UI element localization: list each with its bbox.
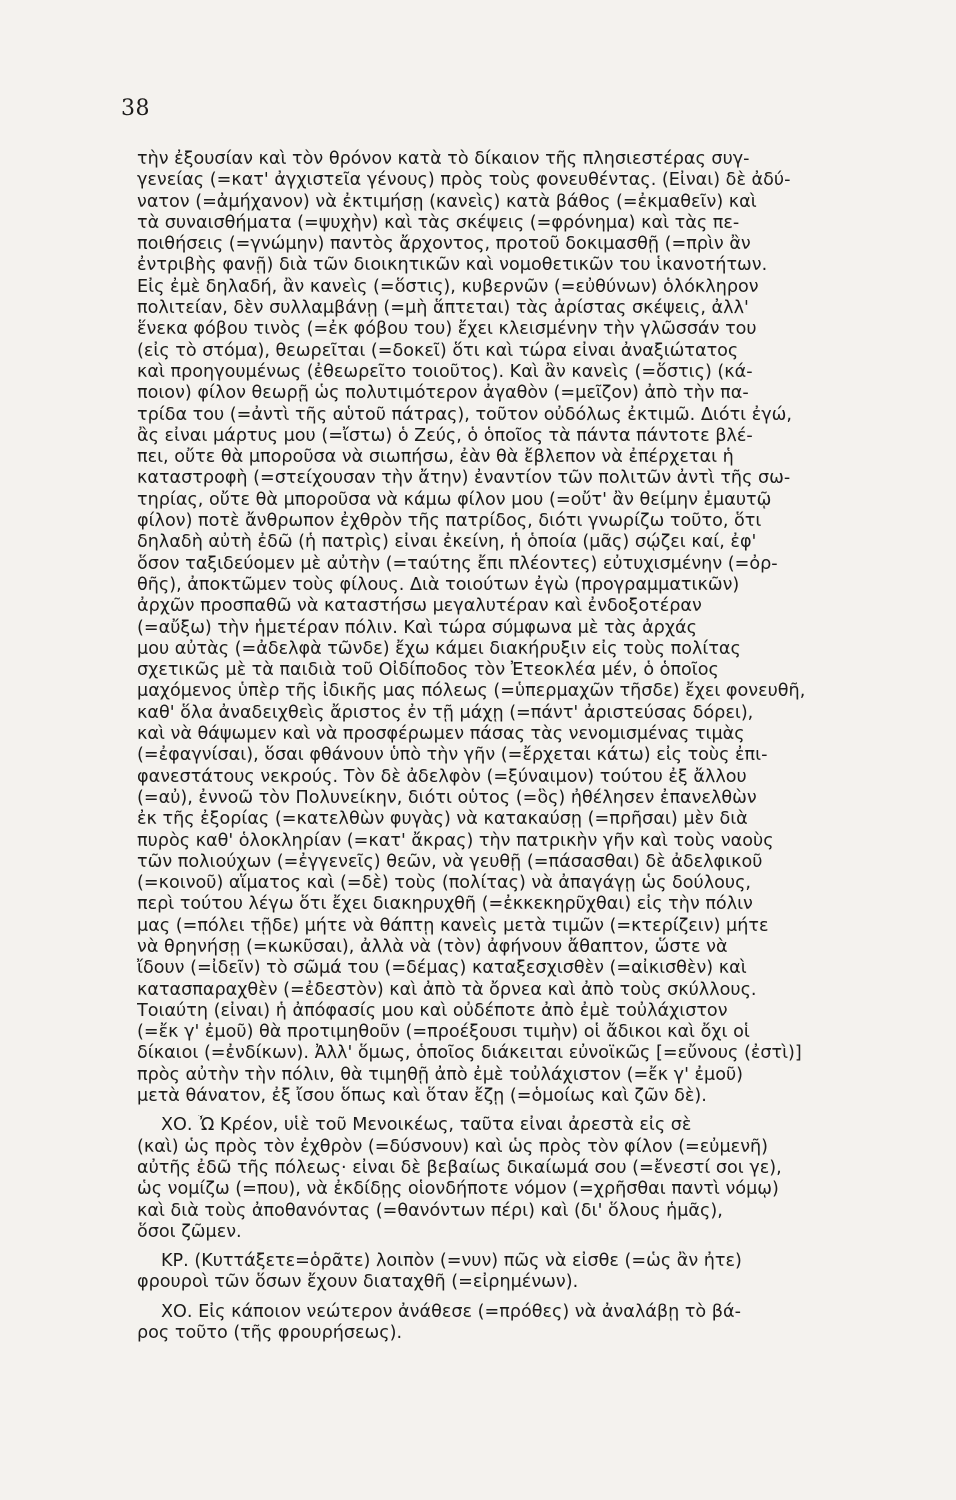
paragraph-gap	[137, 1294, 833, 1302]
text-line: ἂς εἶναι μάρτυς μου (=ἴστω) ὁ Ζεύς, ὁ ὁποῖος τὰ πάντα πάντοτε βλέ-	[137, 425, 753, 446]
text-line: ἀρχῶν προσπαθῶ νὰ καταστήσω μεγαλυτέραν καὶ ἐνδοξοτέραν	[137, 596, 702, 617]
text-line: ὅσοι ζῶμεν.	[137, 1221, 242, 1242]
text-line: κατασπαραχθὲν (=ἐδεστὸν) καὶ ἀπὸ τὰ ὄρνεα καὶ ἀπὸ τοὺς σκύλλους.	[137, 979, 757, 1000]
text-line: ΧΟ. Ὦ Κρέον, υἱὲ τοῦ Μενοικέως, ταῦτα εἶναι ἀρεστὰ εἰς σὲ	[161, 1115, 692, 1136]
text-line: καὶ διὰ τοὺς ἀποθανόντας (=θανόντων πέρι) καὶ (δι' ὅλους ἡμᾶς),	[137, 1200, 723, 1221]
text-line: πρὸς αὐτὴν τὴν πόλιν, θὰ τιμηθῇ ἀπὸ ἐμὲ τοὐλάχιστον (=ἔκ γ' ἐμοῦ)	[137, 1064, 744, 1085]
text-line: πει, οὔτε θὰ μποροῦσα νὰ σιωπήσω, ἐὰν θὰ ἔβλεπον νὰ ἐπέρχεται ἡ	[137, 447, 734, 468]
text-line: θῆς), ἀποκτῶμεν τοὺς φίλους. Διὰ τοιούτων ἐγὼ (προγραμματικῶν)	[137, 574, 740, 595]
text-line: πυρὸς καθ' ὁλοκληρίαν (=κατ' ἄκρας) τὴν πατρικὴν γῆν καὶ τοὺς ναοὺς	[137, 830, 774, 851]
text-line: (=ἔκ γ' ἐμοῦ) θὰ προτιμηθοῦν (=προέξουσι τιμὴν) οἱ ἄδικοι καὶ ὄχι οἱ	[137, 1022, 750, 1043]
text-line: φίλον) ποτὲ ἄνθρωπον ἐχθρὸν τῆς πατρίδος, διότι γνωρίζω τοῦτο, ὅτι	[137, 511, 762, 532]
text-line: τρίδα του (=ἀντὶ τῆς αὑτοῦ πάτρας), τοῦτον οὐδόλως ἐκτιμῶ. Διότι ἐγώ,	[137, 404, 792, 425]
text-line: ἐντριβὴς φανῇ) διὰ τῶν διοικητικῶν καὶ νομοθετικῶν του ἱκανοτήτων.	[137, 255, 768, 276]
text-line: τὴν ἐξουσίαν καὶ τὸν θρόνον κατὰ τὸ δίκαιον τῆς πλησιεστέρας συγ-	[137, 149, 750, 169]
paragraph	[137, 1115, 833, 1243]
text-line: τὰ συναισθήματα (=ψυχὴν) καὶ τὰς σκέψεις (=φρόνημα) καὶ τὰς πε-	[137, 212, 740, 233]
text-line: ἐκ τῆς ἐξορίας (=κατελθὼν φυγὰς) νὰ κατακαύσῃ (=πρῆσαι) μὲν διὰ	[137, 809, 748, 830]
text-line: νατον (=ἀμήχανον) νὰ ἐκτιμήσῃ (κανεὶς) κατὰ βάθος (=ἐκμαθεῖν) καὶ	[137, 191, 757, 212]
text-line: ΧΟ. Εἰς κάποιον νεώτερον ἀνάθεσε (=πρόθες) νὰ ἀναλάβῃ τὸ βά-	[161, 1301, 741, 1322]
text-line: μαχόμενος ὑπὲρ τῆς ἰδικῆς μας πόλεως (=ὑπερμαχῶν τῆσδε) ἔχει φονευθῆ,	[137, 681, 806, 702]
text-line: ἕνεκα φόβου τινὸς (=ἐκ φόβου του) ἔχει κλεισμένην τὴν γλῶσσάν του	[137, 319, 757, 340]
text-line: τηρίας, οὔτε θὰ μποροῦσα νὰ κάμω φίλον μου (=οὔτ' ἂν θείμην ἐμαυτῷ	[137, 489, 772, 510]
text-line: καὶ προηγουμένως (ἐθεωρεῖτο τοιοῦτος). Καὶ ἂν κανεὶς (=ὅστις) (κά-	[137, 361, 753, 382]
text-line: ἴδουν (=ἰδεῖν) τὸ σῶμά του (=δέμας) καταξεσχισθὲν (=αἰκισθὲν) καὶ	[137, 958, 747, 979]
text-line: αὐτῆς ἐδῶ τῆς πόλεως· εἶναι δὲ βεβαίως δικαίωμά σου (=ἔνεστί σοι γε),	[137, 1157, 782, 1178]
text-line: σχετικῶς μὲ τὰ παιδιὰ τοῦ Οἰδίποδος τὸν Ἐτεοκλέα μέν, ὁ ὁποῖος	[137, 660, 719, 681]
paragraph	[137, 1302, 833, 1345]
text-line: τῶν πολιούχων (=ἐγγενεῖς) θεῶν, νὰ γευθῇ (=πάσασθαι) δὲ ἀδελφικοῦ	[137, 851, 763, 872]
text-line: καθ' ὅλα ἀναδειχθεὶς ἄριστος ἐν τῇ μάχῃ (=πάντ' ἀριστεύσας δόρει),	[137, 702, 754, 723]
text-line: δηλαδὴ αὐτὴ ἐδῶ (ἡ πατρὶς) εἶναι ἐκείνη, ἡ ὁποία (μᾶς) σῴζει καί, ἐφ'	[137, 532, 757, 553]
paragraph	[137, 149, 833, 1107]
text-line: φρουροὶ τῶν ὅσων ἔχουν διαταχθῆ (=εἰρημένων).	[137, 1272, 579, 1293]
text-line: νὰ θρηνήσῃ (=κωκῦσαι), ἀλλὰ νὰ (τὸν) ἀφήνουν ἄθαπτον, ὥστε νὰ	[137, 936, 728, 957]
text-line: πολιτείαν, δὲν συλλαμβάνῃ (=μὴ ἅπτεται) τὰς ἀρίστας σκέψεις, ἀλλ'	[137, 298, 749, 319]
text-line: περὶ τούτου λέγω ὅτι ἔχει διακηρυχθῆ (=ἐκκεκηρῦχθαι) εἰς τὴν πόλιν	[137, 894, 753, 915]
paragraph-gap	[137, 1243, 833, 1251]
text-line: ὅσον ταξιδεύομεν μὲ αὐτὴν (=ταύτης ἔπι πλέοντες) εὐτυχισμένην (=ὀρ-	[137, 553, 778, 574]
text-line: (εἰς τὸ στόμα), θεωρεῖται (=δοκεῖ) ὅτι καὶ τώρα εἶναι ἀναξιώτατος	[137, 340, 739, 361]
text-line: Τοιαύτη (εἶναι) ἡ ἀπόφασίς μου καὶ οὐδέποτε ἀπὸ ἐμὲ τοὐλάχιστον	[137, 1000, 728, 1021]
text-line: (=αὔξω) τὴν ἡμετέραν πόλιν. Καὶ τώρα σύμφωνα μὲ τὰς ἀρχάς	[137, 617, 697, 638]
text-line: (καὶ) ὡς πρὸς τὸν ἐχθρὸν (=δύσνουν) καὶ ὡς πρὸς τὸν φίλον (=εὐμενῆ)	[137, 1136, 769, 1157]
page-number: 38	[121, 96, 150, 121]
text-line: μας (=πόλει τῇδε) μήτε νὰ θάπτῃ κανεὶς μετὰ τιμῶν (=κτερίζειν) μήτε	[137, 915, 769, 936]
paragraph	[137, 1251, 833, 1294]
text-line: ρος τοῦτο (τῆς φρουρήσεως).	[137, 1323, 403, 1344]
text-line: καταστροφὴ (=στείχουσαν τὴν ἄτην) ἐναντίον τῶν πολιτῶν ἀντὶ τῆς σω-	[137, 468, 791, 489]
text-line: φανεστάτους νεκρούς. Τὸν δὲ ἀδελφὸν (=ξύναιμον) τούτου ἐξ ἄλλου	[137, 766, 747, 787]
text-line: ποιθήσεις (=γνώμην) παντὸς ἄρχοντος, προτοῦ δοκιμασθῇ (=πρὶν ἂν	[137, 234, 751, 255]
text-line: ΚΡ. (Κυττάξετε=ὁρᾶτε) λοιπὸν (=νυν) πῶς νὰ εἶσθε (=ὡς ἂν ἦτε)	[161, 1251, 742, 1272]
text-line: (=ἐφαγνίσαι), ὅσαι φθάνουν ὑπὸ τὴν γῆν (=ἔρχεται κάτω) εἰς τοὺς ἐπι-	[137, 745, 768, 766]
paragraph-gap	[137, 1107, 833, 1115]
body-text	[137, 149, 833, 1344]
text-line: γενείας (=κατ' ἀγχιστεῖα γένους) πρὸς τοὺς φονευθέντας. (Εἶναι) δὲ ἀδύ-	[137, 170, 791, 191]
text-line: μετὰ θάνατον, ἐξ ἴσου ὅπως καὶ ὅταν ἔζῃ (=ὁμοίως καὶ ζῶν δὲ).	[137, 1086, 707, 1107]
text-line: ὡς νομίζω (=που), νὰ ἐκδίδῃς οἱονδήποτε νόμον (=χρῆσθαι παντὶ νόμῳ)	[137, 1179, 779, 1200]
text-line: καὶ νὰ θάψωμεν καὶ νὰ προσφέρωμεν πάσας τὰς νενομισμένας τιμὰς	[137, 724, 745, 745]
text-line: μου αὐτὰς (=ἀδελφὰ τῶνδε) ἔχω κάμει διακήρυξιν εἰς τοὺς πολίτας	[137, 638, 741, 659]
text-line: ποιον) φίλον θεωρῇ ὡς πολυτιμότερον ἀγαθὸν (=μεῖζον) ἀπὸ τὴν πα-	[137, 383, 749, 404]
text-line: (=κοινοῦ) αἵματος καὶ (=δὲ) τοὺς (πολίτας) νὰ ἀπαγάγῃ ὡς δούλους,	[137, 873, 752, 894]
text-line: δίκαιοι (=ἐνδίκων). Ἀλλ' ὅμως, ὁποῖος διάκειται εὐνοϊκῶς [=εὔνους (ἐστὶ)]	[137, 1043, 802, 1064]
text-line: (=αὖ), ἐννοῶ τὸν Πολυνείκην, διότι οὗτος (=ὃς) ἠθέλησεν ἐπανελθὼν	[137, 787, 757, 808]
text-line: Εἰς ἐμὲ δηλαδή, ἂν κανεὶς (=ὅστις), κυβερνῶν (=εὐθύνων) ὁλόκληρον	[137, 276, 759, 297]
